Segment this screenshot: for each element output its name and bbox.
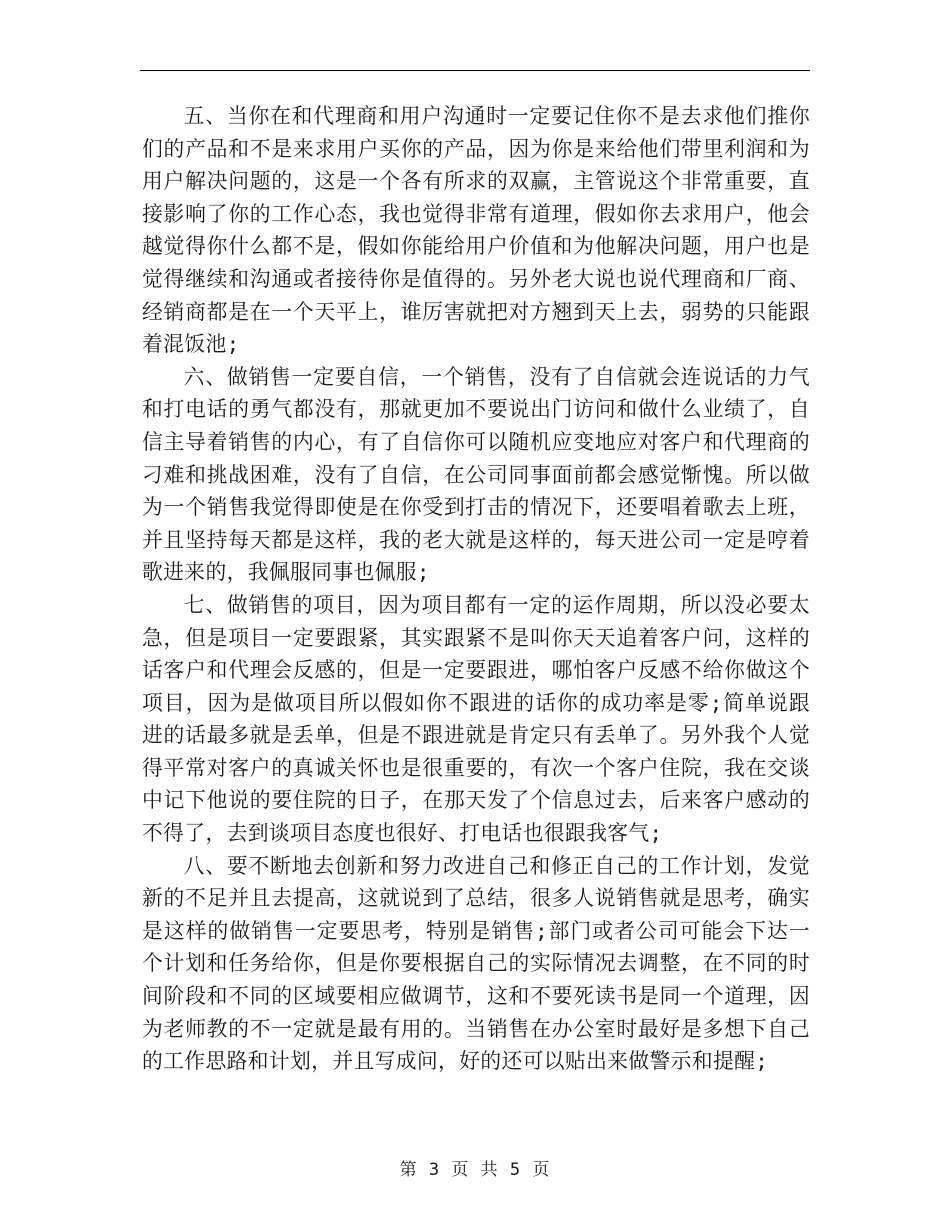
total-page-count: 5 (509, 1160, 522, 1180)
page-label-middle: 页 共 (451, 1160, 499, 1180)
page-footer (0, 1155, 950, 1180)
page-label-suffix: 页 (532, 1160, 551, 1180)
paragraph-six: 六、做销售一定要自信，一个销售，没有了自信就会连说话的力气和打电话的勇气都没有，那就更加不要说出门访问和做什么业绩了，自信主导着销售的内心，有了自信你可以随机应变地应对客户和代理商的刁难和挑战困难，没有了自信，在公司同事面前都会感觉惭愧。所以做为一个销售我觉得即使是在你受到打击的情况下，还要唱着歌去上班，并且坚持每天都是这样，我的老大就是这样的，每天进公司一定是哼着歌进来的，我佩服同事也佩服; (142, 364, 810, 585)
current-page-number: 3 (428, 1160, 441, 1180)
document-body (142, 100, 810, 1078)
paragraph-five: 五、当你在和代理商和用户沟通时一定要记住你不是去求他们推你们的产品和不是来求用户买你的产品，因为你是来给他们带里利润和为用户解决问题的，这是一个各有所求的双赢，主管说这个非常重要，直接影响了你的工作心态，我也觉得非常有道理，假如你去求用户，他会越觉得你什么都不是，假如你能给用户价值和为他解决问题，用户也是觉得继续和沟通或者接待你是值得的。另外老大说也说代理商和厂商、经销商都是在一个天平上，谁厉害就把对方翘到天上去，弱势的只能跟着混饭池; (142, 104, 810, 357)
paragraph-seven: 七、做销售的项目，因为项目都有一定的运作周期，所以没必要太急，但是项目一定要跟紧，其实跟紧不是叫你天天追着客户问，这样的话客户和代理会反感的，但是一定要跟进，哪怕客户反感不给你做这个项目，因为是做项目所以假如你不跟进的话你的成功率是零;简单说跟进的话最多就是丢单，但是不跟进就是肯定只有丢单了。另外我个人觉得平常对客户的真诚关怀也是很重要的，有次一个客户住院，我在交谈中记下他说的要住院的日子，在那天发了个信息过去，后来客户感动的不得了，去到谈项目态度也很好、打电话也很跟我客气; (142, 592, 810, 846)
page-label-prefix: 第 (399, 1160, 418, 1180)
paragraph-eight: 八、要不断地去创新和努力改进自己和修正自己的工作计划，发觉新的不足并且去提高，这就说到了总结，很多人说销售就是思考，确实是这样的做销售一定要思考，特别是销售;部门或者公司可能会下达一个计划和任务给你，但是你要根据自己的实际情况去调整，在不同的时间阶段和不同的区域要相应做调节，这和不要死读书是同一个道理，因为老师教的不一定就是最有用的。当销售在办公室时最好是多想下自己的工作思路和计划，并且写成问，好的还可以贴出来做警示和提醒; (142, 853, 810, 1074)
header-rule (140, 70, 810, 71)
